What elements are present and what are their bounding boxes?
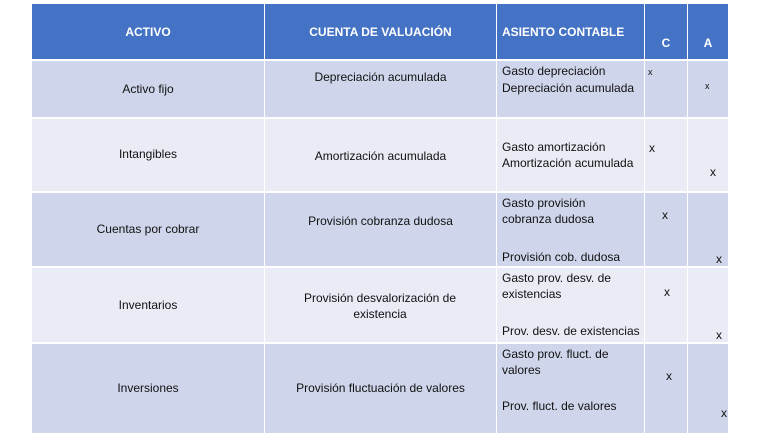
cell-activo: Activo fijo [122,82,174,96]
table-row [32,61,728,117]
cell-cuenta: Provisión cobranza dudosa [308,214,453,228]
cell-cuenta: Depreciación acumulada [314,70,447,84]
header-a-label: A [703,36,713,50]
cell-activo: Cuentas por cobrar [96,222,200,236]
cell-asiento-debe: Gasto prov. desv. de existencias [502,271,611,301]
cell-c-mark: x [649,141,655,155]
header-c [645,4,687,59]
header-cuenta-label: CUENTA DE VALUACIÓN [309,24,452,39]
cell-a-mark: x [710,165,716,179]
header-cuenta [265,4,496,59]
cell-activo: Inventarios [118,298,178,312]
cell-a-mark: x [716,328,722,342]
header-c-label: C [661,36,671,50]
cell-asiento-debe: Gasto prov. fluct. de valores [502,347,609,377]
cell-asiento-haber: Prov. desv. de existencias [502,324,640,338]
cell-asiento-haber: Prov. fluct. de valores [502,399,617,413]
table-row [32,193,728,266]
valuation-accounts-table [32,4,728,433]
cell-asiento-debe: Gasto depreciación [502,64,606,78]
cell-activo: Intangibles [118,147,178,161]
cell-cuenta: Provisión fluctuación de valores [296,381,465,395]
cell-c-mark: x [664,285,670,299]
header-a [688,4,728,59]
cell-a-mark: x [716,252,722,266]
cell-a-mark: x [721,406,727,420]
header-asiento [497,4,644,59]
table-row [32,344,728,433]
cell-asiento-haber: Amortización acumulada [502,156,634,170]
table-row [32,268,728,342]
table-row [32,119,728,191]
cell-c-mark: x [648,67,653,77]
header-asiento-label: ASIENTO CONTABLE [502,24,625,39]
cell-a-mark: x [705,81,710,91]
cell-cuenta: Amortización acumulada [314,149,447,163]
cell-asiento-haber: Depreciación acumulada [502,81,635,95]
header-activo-label: ACTIVO [125,24,171,39]
cell-activo: Inversiones [117,381,179,395]
cell-asiento-debe: Gasto amortización [502,140,606,154]
cell-cuenta: Provisión desvalorización de existencia [303,291,457,321]
cell-asiento-haber: Provisión cob. dudosa [502,250,621,264]
header-activo [32,4,264,59]
cell-c-mark: x [662,208,668,222]
cell-c-mark: x [666,369,672,383]
cell-asiento-debe: Gasto provisión cobranza dudosa [502,196,595,226]
